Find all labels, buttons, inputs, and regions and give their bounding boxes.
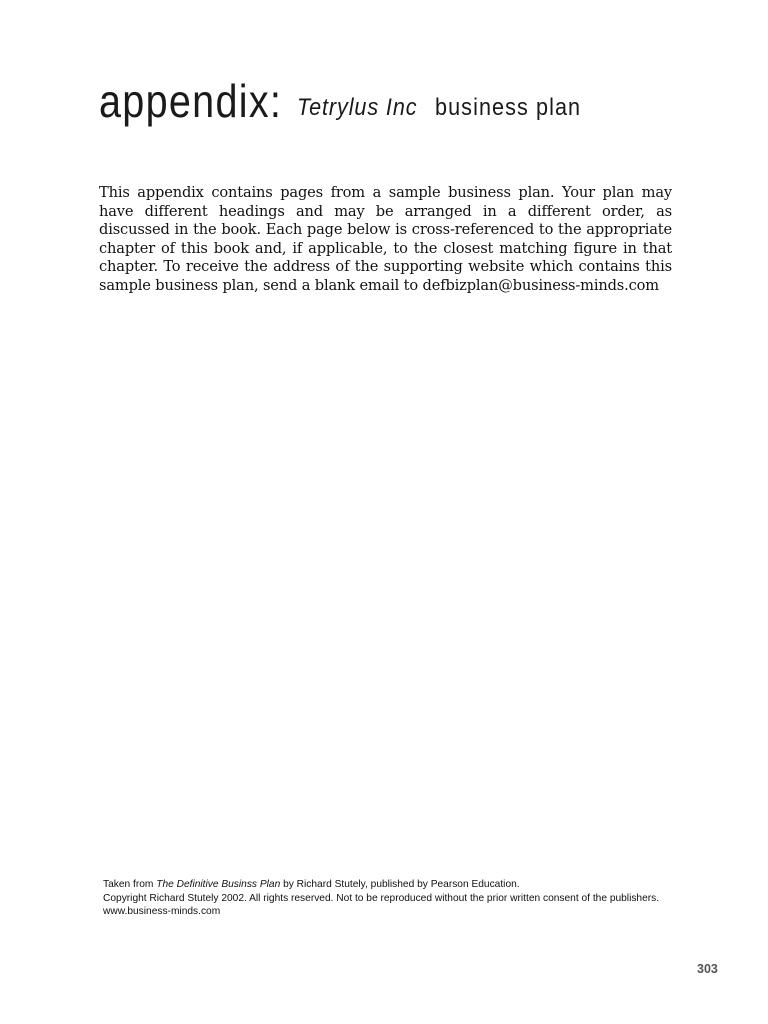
book-title: The Definitive Businss Plan — [156, 879, 281, 890]
taken-from-suffix: by Richard Stutely, published by Pearson Education. — [280, 879, 520, 890]
source-credit — [103, 878, 663, 919]
website-link[interactable]: www.business-minds.com — [103, 906, 221, 917]
title-business-plan: business plan — [435, 94, 582, 121]
page-title — [99, 75, 582, 127]
page-number: 303 — [697, 962, 718, 976]
title-company-name: Tetrylus Inc — [297, 94, 418, 121]
intro-paragraph: This appendix contains pages from a sample business plan. Your plan may have different headings and may be arranged in a different order, as discussed in the book. Each page below is cross-referenced to the appropriate chapter of this book and, if applicable, to the closest matching figure in that chapter. To receive the address of the supporting website which contains this sample business plan, send a blank email to defbizplan@business-minds.com — [99, 184, 672, 294]
taken-from-prefix: Taken from — [103, 879, 157, 890]
taken-from-line — [103, 878, 663, 892]
copyright-notice: Copyright Richard Stutely 2002. All rights reserved. Not to be reproduced without the prior written consent of the publishers. — [103, 892, 660, 904]
title-appendix-word: appendix: — [99, 75, 283, 127]
